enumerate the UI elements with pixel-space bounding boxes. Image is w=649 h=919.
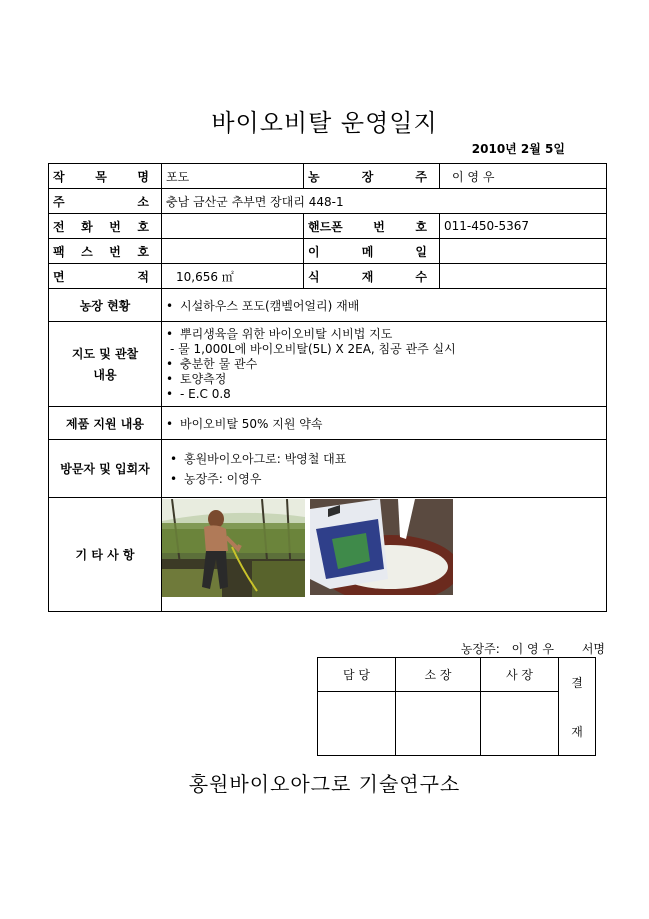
farmer-watering-photo: [162, 499, 305, 597]
guidance-label-line1: 지도 및 관찰: [71, 347, 139, 361]
list-item: [166, 342, 602, 357]
approval-col-president: 사 장: [481, 658, 559, 692]
guidance-cell: [162, 322, 607, 407]
fax-label: 팩 스 번 호: [49, 239, 162, 264]
bullet-icon: •: [166, 416, 174, 431]
owner-value: 이 영 우: [440, 164, 607, 189]
area-label: 면 적: [49, 264, 162, 289]
visitors-cell: [162, 440, 607, 498]
guidance-label-line2: 내용: [93, 368, 117, 382]
crop-value: 포도: [162, 164, 304, 189]
area-value: 10,656 ㎡: [162, 264, 304, 289]
email-value: [440, 239, 607, 264]
list-item: [166, 327, 602, 342]
visitors-label: 방문자 및 입회자: [49, 440, 162, 498]
list-item: [166, 372, 602, 387]
list-item: [166, 387, 602, 402]
list-item: [170, 469, 602, 489]
farm-status-cell: [162, 289, 607, 322]
mobile-label: 핸드폰 번 호: [304, 214, 440, 239]
guidance-item-text: - 물 1,000L에 바이오비탈(5L) X 2EA, 침공 관주 실시: [170, 341, 456, 356]
support-value: 바이오비탈 50% 지원 약속: [180, 416, 323, 431]
list-item: [166, 357, 602, 372]
list-item: [170, 449, 602, 469]
approval-side-1: 결: [571, 675, 583, 690]
bullet-icon: •: [170, 471, 178, 486]
document-date: 2010년 2월 5일: [471, 142, 565, 156]
sign-suffix: 서명: [581, 642, 605, 656]
footer-organization: 홍원바이오아그로 기술연구소: [188, 772, 461, 796]
plants-value: [440, 264, 607, 289]
visitor-text: 홍원바이오아그로: 박영철 대표: [184, 451, 347, 466]
bullet-icon: •: [166, 371, 174, 386]
bullet-icon: •: [166, 326, 174, 341]
approval-col-manager: 담 당: [318, 658, 396, 692]
farm-status-value: 시설하우스 포도(캠벨어얼리) 재배: [180, 298, 360, 313]
bullet-icon: •: [170, 451, 178, 466]
guidance-item-text: - E.C 0.8: [180, 386, 231, 401]
email-label: 이 메 일: [304, 239, 440, 264]
sign-label: 농장주:: [460, 642, 500, 656]
bullet-icon: •: [166, 386, 174, 401]
support-label: 제품 지원 내용: [49, 407, 162, 440]
other-label: 기 타 사 항: [49, 498, 162, 612]
owner-label: 농 장 주: [304, 164, 440, 189]
farm-status-label: 농장 현황: [49, 289, 162, 322]
guidance-item-text: 토양측정: [180, 371, 227, 386]
fax-value: [162, 239, 304, 264]
approval-table: [317, 657, 596, 756]
biovital-bottle-photo: [310, 499, 453, 595]
phone-value: [162, 214, 304, 239]
plants-label: 식 재 수: [304, 264, 440, 289]
bullet-icon: •: [166, 298, 174, 313]
support-cell: [162, 407, 607, 440]
guidance-item-text: 충분한 물 관수: [180, 356, 258, 371]
signature-line: [461, 640, 605, 657]
approval-sign-box[interactable]: [481, 692, 559, 756]
guidance-list: [166, 327, 602, 402]
phone-label: 전 화 번 호: [49, 214, 162, 239]
guidance-label: [49, 322, 162, 407]
crop-label: 작 목 명: [49, 164, 162, 189]
bullet-icon: •: [166, 356, 174, 371]
approval-col-director: 소 장: [396, 658, 481, 692]
guidance-item-text: 뿌리생육을 위한 바이오비탈 시비법 지도: [180, 326, 393, 341]
address-value: 충남 금산군 추부면 장대리 448-1: [162, 189, 607, 214]
document-title: 바이오비탈 운영일지: [211, 109, 438, 137]
mobile-value: 011-450-5367: [440, 214, 607, 239]
sign-name: 이 영 우: [511, 642, 554, 656]
approval-side-2: 재: [571, 724, 583, 739]
visitor-text: 농장주: 이영우: [184, 471, 262, 486]
approval-sign-box[interactable]: [318, 692, 396, 756]
address-label: 주 소: [49, 189, 162, 214]
approval-side-label: [559, 658, 596, 756]
approval-sign-box[interactable]: [396, 692, 481, 756]
